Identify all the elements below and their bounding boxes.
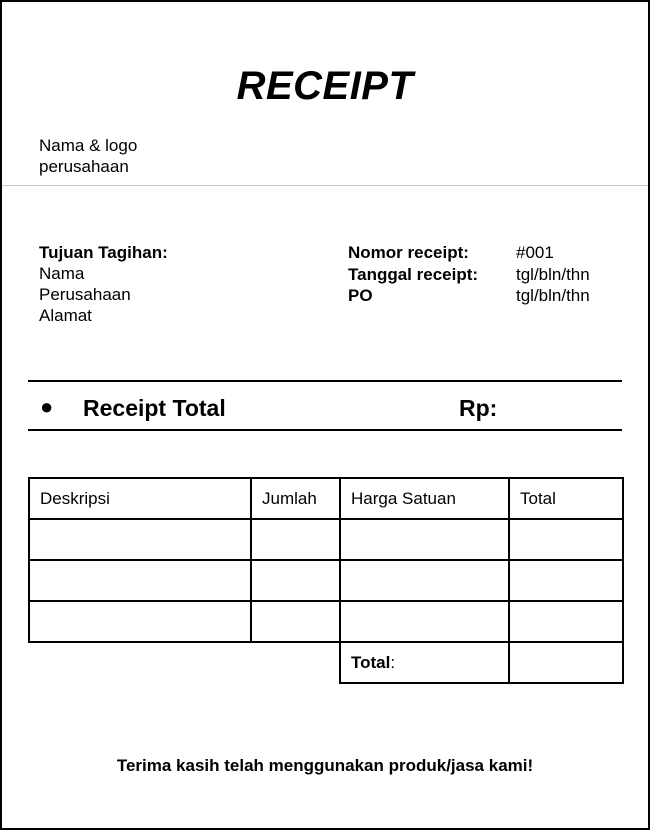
total-row-spacer [29,642,340,683]
meta-row-number [348,242,590,264]
receipt-title: RECEIPT [236,64,414,108]
table-cell[interactable] [509,519,623,560]
table-cell[interactable] [251,519,340,560]
total-value-cell[interactable] [509,642,623,683]
meta-row-date [348,264,590,286]
table-row [29,601,623,642]
table-cell[interactable] [251,601,340,642]
receipt-number-label: Nomor receipt: [348,243,469,262]
table-cell[interactable] [251,560,340,601]
table-cell[interactable] [29,601,251,642]
table-cell[interactable] [29,560,251,601]
bill-to-address: Alamat [39,306,92,325]
table-cell[interactable] [340,560,509,601]
total-colon: : [390,652,396,672]
receipt-number-value: #001 [516,243,554,262]
receipt-total-band [28,380,622,431]
bill-to-company: Perusahaan [39,285,131,304]
header-description: Deskripsi [29,478,251,519]
receipt-date-value: tgl/bln/thn [516,264,590,284]
meta-row-po [348,285,590,307]
table-header-row [29,478,623,519]
receipt-total-currency: Rp: [459,395,498,421]
thank-you-footer: Terima kasih telah menggunakan produk/jasa kami! [116,756,534,775]
receipt-meta [348,242,590,307]
table-cell[interactable] [509,601,623,642]
header-total: Total [509,478,623,519]
total-label: Total [351,652,391,672]
table-cell[interactable] [340,519,509,560]
company-line-1: Nama & logo [39,136,138,155]
bullet-icon: ● [40,394,54,419]
items-table [28,477,624,684]
header-divider [2,185,648,186]
table-cell[interactable] [340,601,509,642]
table-total-row [29,642,623,683]
receipt-total-label: Receipt Total [83,395,226,421]
bill-to-label: Tujuan Tagihan: [39,243,168,262]
receipt-date-label: Tanggal receipt: [348,264,479,284]
table-cell[interactable] [29,519,251,560]
header-quantity: Jumlah [251,478,340,519]
company-name-logo [39,135,137,177]
bill-to-block [39,242,168,326]
header-unit-price: Harga Satuan [340,478,509,519]
total-label-cell [340,642,509,683]
company-line-2: perusahaan [39,157,129,176]
po-value: tgl/bln/thn [516,286,590,305]
po-label: PO [348,286,373,305]
table-row [29,560,623,601]
table-cell[interactable] [509,560,623,601]
bill-to-name: Nama [39,264,85,283]
table-row [29,519,623,560]
